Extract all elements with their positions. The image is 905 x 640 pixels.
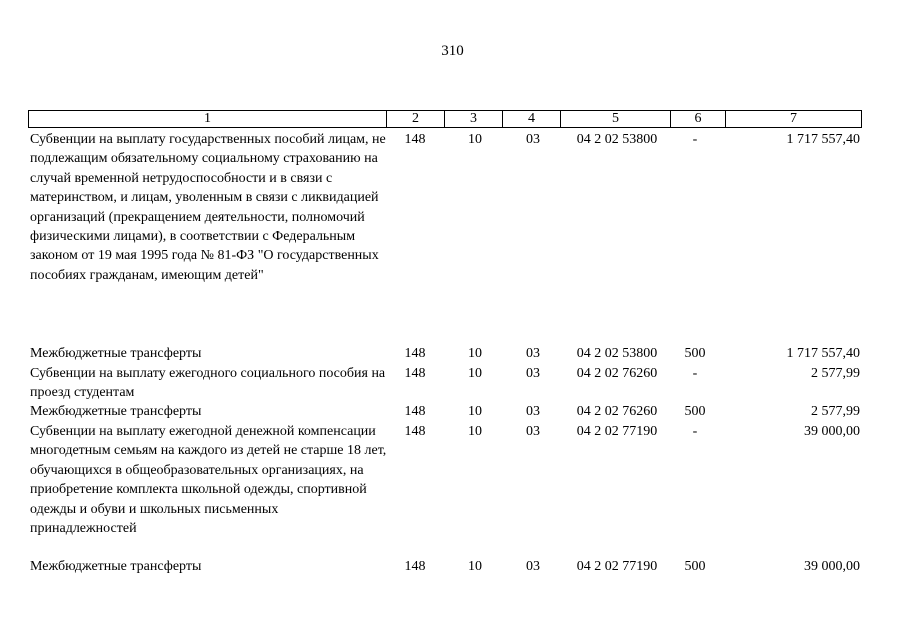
row-col-4: 03 (526, 404, 540, 419)
header-col-2: 2 (387, 111, 445, 127)
header-col-4: 4 (503, 111, 561, 127)
table-header (28, 110, 862, 128)
row-col-3: 10 (468, 346, 482, 361)
row-name: Межбюджетные трансферты (30, 404, 202, 419)
row-col-7: 39 000,00 (804, 424, 860, 439)
row-col-7: 2 577,99 (811, 366, 860, 381)
row-col-5: 04 2 02 77190 (576, 424, 658, 439)
row-col-3: 10 (468, 132, 482, 147)
row-col-5: 04 2 02 77190 (576, 559, 658, 574)
row-col-7: 2 577,99 (811, 404, 860, 419)
row-col-6: 500 (684, 559, 706, 574)
row-col-5: 04 2 02 76260 (576, 404, 658, 419)
row-col-7: 1 717 557,40 (786, 346, 860, 361)
header-col-1: 1 (29, 111, 387, 127)
row-col-3: 10 (468, 424, 482, 439)
header-col-3: 3 (445, 111, 503, 127)
row-col-2: 148 (404, 366, 426, 381)
row-name: Субвенции на выплату ежегодной денежной компенсации многодетным семьям на каждого из детей не старше 18 лет, обучающихся в общеобразовательных организациях, на приобретение комплекта школьной одежды, спортивной одежды и обуви и школьных письменных принадлежностей (30, 424, 387, 537)
row-col-2: 148 (404, 559, 426, 574)
row-col-6: - (692, 132, 698, 147)
row-col-2: 148 (404, 404, 426, 419)
row-name: Субвенции на выплату ежегодного социального пособия на проезд студентам (30, 366, 386, 401)
row-col-5: 04 2 02 53800 (576, 132, 658, 147)
row-col-4: 03 (526, 346, 540, 361)
page-number: 310 (441, 43, 464, 59)
row-col-3: 10 (468, 404, 482, 419)
row-name: Межбюджетные трансферты (30, 559, 202, 574)
row-col-7: 1 717 557,40 (786, 132, 860, 147)
header-col-5: 5 (561, 111, 671, 127)
header-col-6: 6 (671, 111, 726, 127)
header-col-7: 7 (790, 111, 797, 126)
row-col-4: 03 (526, 366, 540, 381)
row-col-4: 03 (526, 132, 540, 147)
row-col-6: - (692, 366, 698, 381)
row-name: Межбюджетные трансферты (30, 346, 202, 361)
row-col-3: 10 (468, 366, 482, 381)
row-name: Субвенции на выплату государственных пособий лицам, не подлежащим обязательному социальному страхованию на случай временной нетрудоспособности и в связи с материнством, и лицам, уволенным в связи с ликвидацией организаций (прекращением деятельности, полномочий физическими лицами), в соответствии с Федеральным законом от 19 мая 1995 года № 81-ФЗ "О государственных пособиях гражданам, имеющим детей" (30, 132, 386, 283)
row-col-7: 39 000,00 (804, 559, 860, 574)
row-col-6: - (692, 424, 698, 439)
row-col-6: 500 (684, 404, 706, 419)
row-col-5: 04 2 02 53800 (576, 346, 658, 361)
row-col-2: 148 (404, 346, 426, 361)
row-col-2: 148 (404, 424, 426, 439)
row-col-4: 03 (526, 424, 540, 439)
row-col-6: 500 (684, 346, 706, 361)
row-col-3: 10 (468, 559, 482, 574)
row-col-4: 03 (526, 559, 540, 574)
row-col-2: 148 (404, 132, 426, 147)
row-col-5: 04 2 02 76260 (576, 366, 658, 381)
